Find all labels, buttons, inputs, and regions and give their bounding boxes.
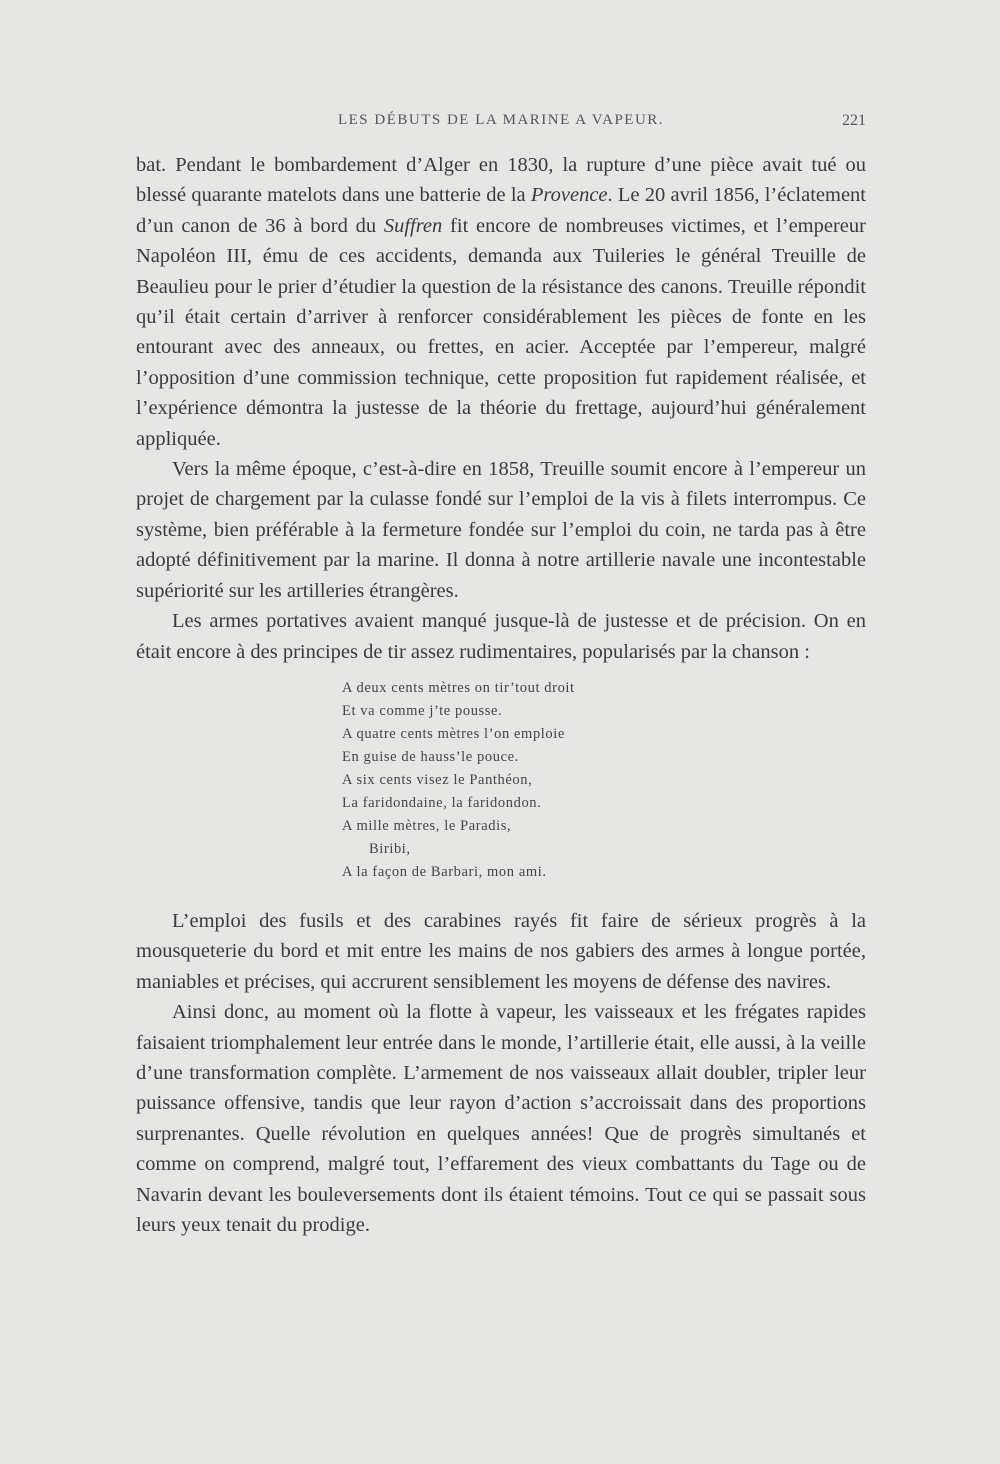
paragraph-1-part-b: . Le 20 avril 1856, l’éclatement d’un canon de 36 à bord du [136, 184, 866, 237]
body-text [136, 150, 866, 1240]
page-number: 221 [842, 112, 866, 129]
paragraph-5: Ainsi donc, au moment où la flotte à vapeur, les vaisseaux et les frégates rapides faisaient triomphalement leur entrée dans le monde, l’artillerie était, elle aussi, à la veille d’une transformation complète. L’armement de nos vaisseaux allait doubler, tripler leur puissance offensive, tandis que leur rayon d’action s’accroissait dans des proportions surprenantes. Quelle révolution en quelques années! Que de progrès simultanés et comme on comprend, malgré tout, l’effarement des vieux combattants du Tage ou de Navarin devant les bouleversements dont ils étaient témoins. Tout ce qui se passait sous leurs yeux tenait du prodige. [136, 1001, 866, 1236]
verse-line: A deux cents mètres on tir’tout droit [342, 679, 575, 696]
ship-name-provence: Provence [530, 184, 608, 207]
verse-line: La faridondaine, la faridondon. [342, 794, 542, 811]
verse-line: Et va comme j’te pousse. [342, 702, 503, 719]
paragraph-1-part-c: fit encore de nombreuses victimes, et l’empereur Napoléon III, ému de ces accidents, demanda aux Tuileries le général Treuille de Beaulieu pour le prier d’étudier la question de la résistance des canons. Treuille répondit qu’il était certain d’arriver à renforcer considérablement les pièces de fonte en les entourant avec des anneaux, ou frettes, en acier. Acceptée par l’empereur, malgré l’opposition d’une commission technique, cette proposition fut rapidement réalisée, et l’expérience démontra la justesse de la théorie du frettage, aujourd’hui généralement appliquée. [136, 214, 866, 450]
verse-line: En guise de hauss’le pouce. [342, 748, 519, 765]
paragraph-3: Les armes portatives avaient manqué jusque-là de justesse et de précision. On en était encore à des principes de tir assez rudimentaires, popularisés par la chanson : [136, 610, 866, 663]
verse-line: A quatre cents mètres l’on emploie [342, 725, 565, 742]
paragraph-1 [136, 150, 866, 454]
page-header [136, 112, 866, 140]
running-title: LES DÉBUTS DE LA MARINE A VAPEUR. [337, 112, 665, 128]
verse-line: A mille mètres, le Paradis, [342, 817, 512, 834]
verse-line: A la façon de Barbari, mon ami. [342, 863, 547, 880]
ship-name-suffren: Suffren [383, 214, 443, 237]
verse-line: Biribi, [369, 840, 411, 857]
paragraph-2: Vers la même époque, c’est-à-dire en 1858, Treuille soumit encore à l’empereur un projet de chargement par la culasse fondé sur l’emploi de la vis à filets interrompus. Ce système, bien préférable à la fermeture fondée sur l’emploi du coin, ne tarda pas à être adopté définitivement par la marine. Il donna à notre artillerie navale une incontestable supériorité sur les artilleries étrangères. [136, 458, 866, 602]
song-verse [342, 677, 866, 884]
paragraph-1-part-a: bat. Pendant le bombardement d’Alger en 1830, la rupture d’une pièce avait tué ou blessé quarante matelots dans une batterie de la [136, 154, 866, 207]
paragraph-4: L’emploi des fusils et des carabines rayés fit faire de sérieux progrès à la mousqueterie du bord et mit entre les mains de nos gabiers des armes à longue portée, maniables et précises, qui accrurent sensiblement les moyens de défense des navires. [136, 909, 866, 993]
verse-line: A six cents visez le Panthéon, [342, 771, 533, 788]
